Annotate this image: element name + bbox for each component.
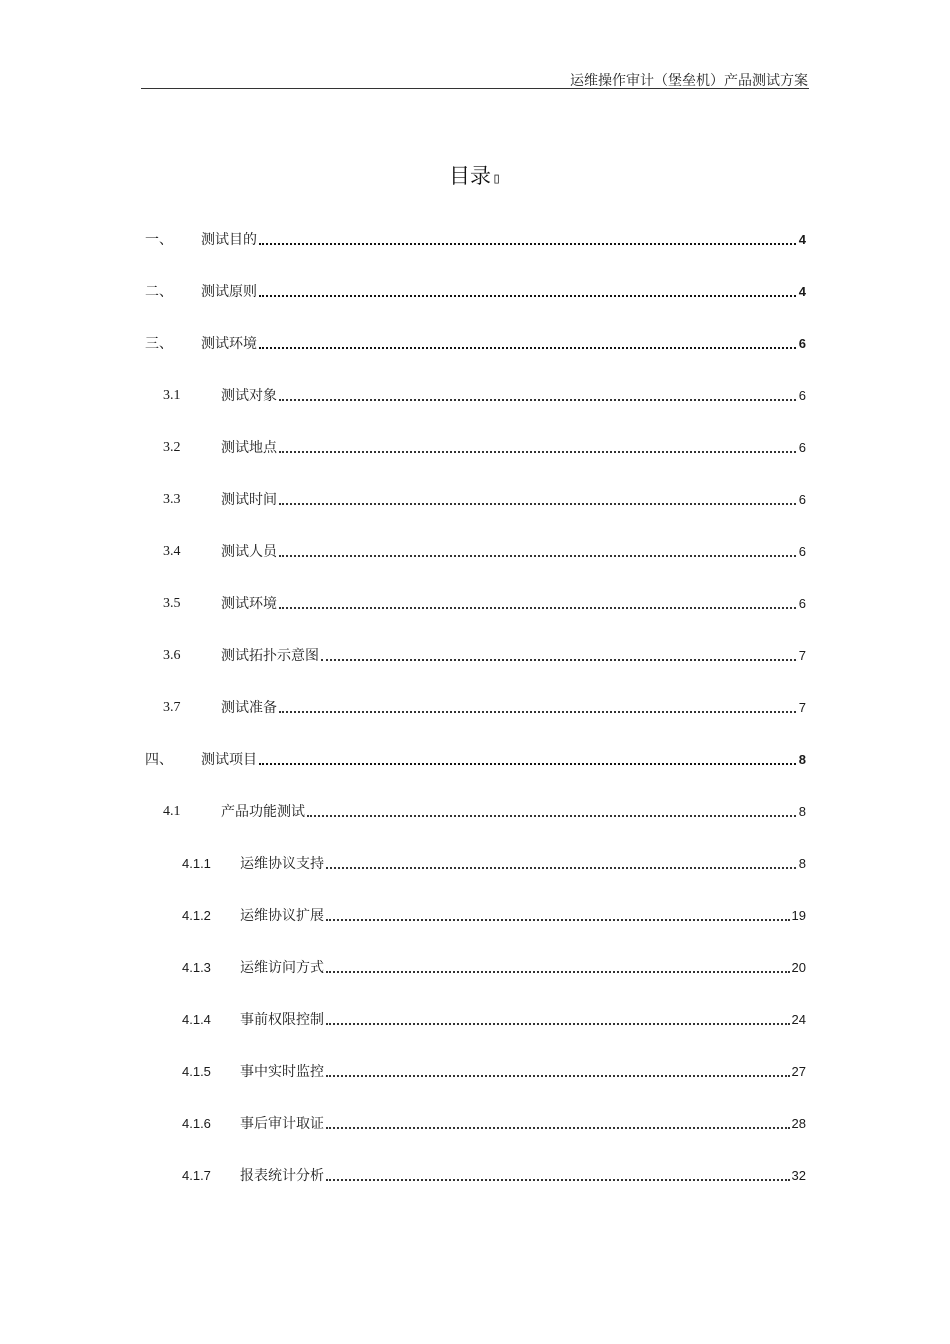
toc-entry-label: 事后审计取证	[240, 1116, 324, 1132]
toc-entry-3-2[interactable]	[163, 437, 806, 459]
toc-entry-page: 24	[791, 1012, 806, 1027]
toc-entry-3-5[interactable]	[163, 593, 806, 615]
toc-entry-3-4[interactable]	[163, 541, 806, 563]
toc-leader	[326, 867, 796, 869]
toc-entry-4-1-2[interactable]	[182, 905, 806, 927]
toc-leader	[279, 711, 796, 713]
toc-entry-label: 测试地点	[221, 440, 277, 456]
toc-title: 目录▯	[448, 164, 502, 188]
toc-entry-3[interactable]	[145, 333, 806, 355]
toc-entry-label: 测试人员	[221, 544, 277, 560]
toc-leader	[326, 1023, 790, 1025]
toc-entry-page: 6	[798, 388, 806, 403]
toc-entry-page: 4	[798, 284, 806, 299]
toc-leader	[279, 451, 796, 453]
toc-entry-number: 三、	[145, 336, 173, 352]
toc-leader	[326, 1179, 790, 1181]
toc-entry-number: 一、	[145, 232, 173, 248]
toc-entry-label: 测试时间	[221, 492, 277, 508]
toc-entry-page: 27	[791, 1064, 806, 1079]
toc-entry-page: 6	[798, 492, 806, 507]
toc-entry-label: 测试准备	[221, 700, 277, 716]
toc-entry-number: 4.1.2	[182, 908, 211, 923]
toc-entry-label: 报表统计分析	[240, 1168, 324, 1184]
toc-entry-4-1-1[interactable]	[182, 853, 806, 875]
toc-entry-number: 3.3	[163, 492, 181, 507]
toc-leader	[307, 815, 796, 817]
toc-entry-number: 4.1.7	[182, 1168, 211, 1183]
toc-entry-4[interactable]	[145, 749, 806, 771]
running-header: 运维操作审计（堡垒机）产品测试方案	[570, 73, 808, 89]
toc-entry-page: 6	[798, 544, 806, 559]
toc-entry-number: 3.1	[163, 388, 181, 403]
toc-entry-number: 4.1.3	[182, 960, 211, 975]
toc-leader	[321, 659, 796, 661]
toc-entry-label: 运维协议扩展	[240, 908, 324, 924]
toc-entry-label: 运维访问方式	[240, 960, 324, 976]
toc-entry-number: 四、	[145, 752, 173, 768]
toc-entry-2[interactable]	[145, 281, 806, 303]
toc-entry-number: 4.1.1	[182, 856, 211, 871]
toc-leader	[259, 763, 796, 765]
toc-entry-3-6[interactable]	[163, 645, 806, 667]
toc-entry-number: 3.4	[163, 544, 181, 559]
toc-entry-4-1-4[interactable]	[182, 1009, 806, 1031]
toc-entry-page: 8	[798, 856, 806, 871]
toc-entry-number: 3.7	[163, 700, 181, 715]
toc-entry-label: 运维协议支持	[240, 856, 324, 872]
missing-glyph-icon: ▯	[491, 169, 502, 187]
toc-entry-4-1-5[interactable]	[182, 1061, 806, 1083]
toc-entry-4-1[interactable]	[163, 801, 806, 823]
toc-entry-number: 4.1.6	[182, 1116, 211, 1131]
toc-entry-page: 6	[798, 596, 806, 611]
toc-entry-label: 事中实时监控	[240, 1064, 324, 1080]
toc-entry-3-1[interactable]	[163, 385, 806, 407]
header-rule	[141, 88, 809, 89]
toc-entry-label: 测试环境	[201, 336, 257, 352]
toc-entry-number: 二、	[145, 284, 173, 300]
toc-entry-label: 测试拓扑示意图	[221, 648, 319, 664]
toc-leader	[279, 555, 796, 557]
toc-leader	[259, 243, 796, 245]
toc-entry-page: 6	[798, 440, 806, 455]
toc-entry-label: 测试目的	[201, 232, 257, 248]
toc-entry-page: 8	[798, 804, 806, 819]
toc-leader	[279, 503, 796, 505]
toc-entry-page: 28	[791, 1116, 806, 1131]
toc-entry-3-3[interactable]	[163, 489, 806, 511]
toc-entry-page: 7	[798, 700, 806, 715]
toc-entry-label: 测试项目	[201, 752, 257, 768]
toc-entry-label: 测试原则	[201, 284, 257, 300]
toc-entry-4-1-7[interactable]	[182, 1165, 806, 1187]
toc-entry-4-1-3[interactable]	[182, 957, 806, 979]
toc-leader	[326, 1127, 790, 1129]
toc-entry-number: 3.2	[163, 440, 181, 455]
toc-leader	[326, 971, 790, 973]
toc-entry-page: 32	[791, 1168, 806, 1183]
toc-entry-label: 产品功能测试	[221, 804, 305, 820]
toc-entry-3-7[interactable]	[163, 697, 806, 719]
toc-entry-page: 20	[791, 960, 806, 975]
toc-leader	[279, 607, 796, 609]
toc-entry-label: 事前权限控制	[240, 1012, 324, 1028]
toc-leader	[259, 347, 796, 349]
toc-leader	[326, 919, 790, 921]
toc-entry-page: 6	[798, 336, 806, 351]
toc-entry-4-1-6[interactable]	[182, 1113, 806, 1135]
toc-entry-number: 3.6	[163, 648, 181, 663]
toc-leader	[259, 295, 796, 297]
toc-entry-page: 8	[798, 752, 806, 767]
toc-leader	[279, 399, 796, 401]
toc-entry-number: 4.1.4	[182, 1012, 211, 1027]
toc-entry-page: 19	[791, 908, 806, 923]
toc-entry-number: 4.1	[163, 804, 181, 819]
toc-entry-page: 7	[798, 648, 806, 663]
toc-entry-label: 测试环境	[221, 596, 277, 612]
toc-entry-number: 4.1.5	[182, 1064, 211, 1079]
toc-entry-number: 3.5	[163, 596, 181, 611]
toc-entry-1[interactable]	[145, 229, 806, 251]
toc-entry-page: 4	[798, 232, 806, 247]
toc-leader	[326, 1075, 790, 1077]
toc-entry-label: 测试对象	[221, 388, 277, 404]
